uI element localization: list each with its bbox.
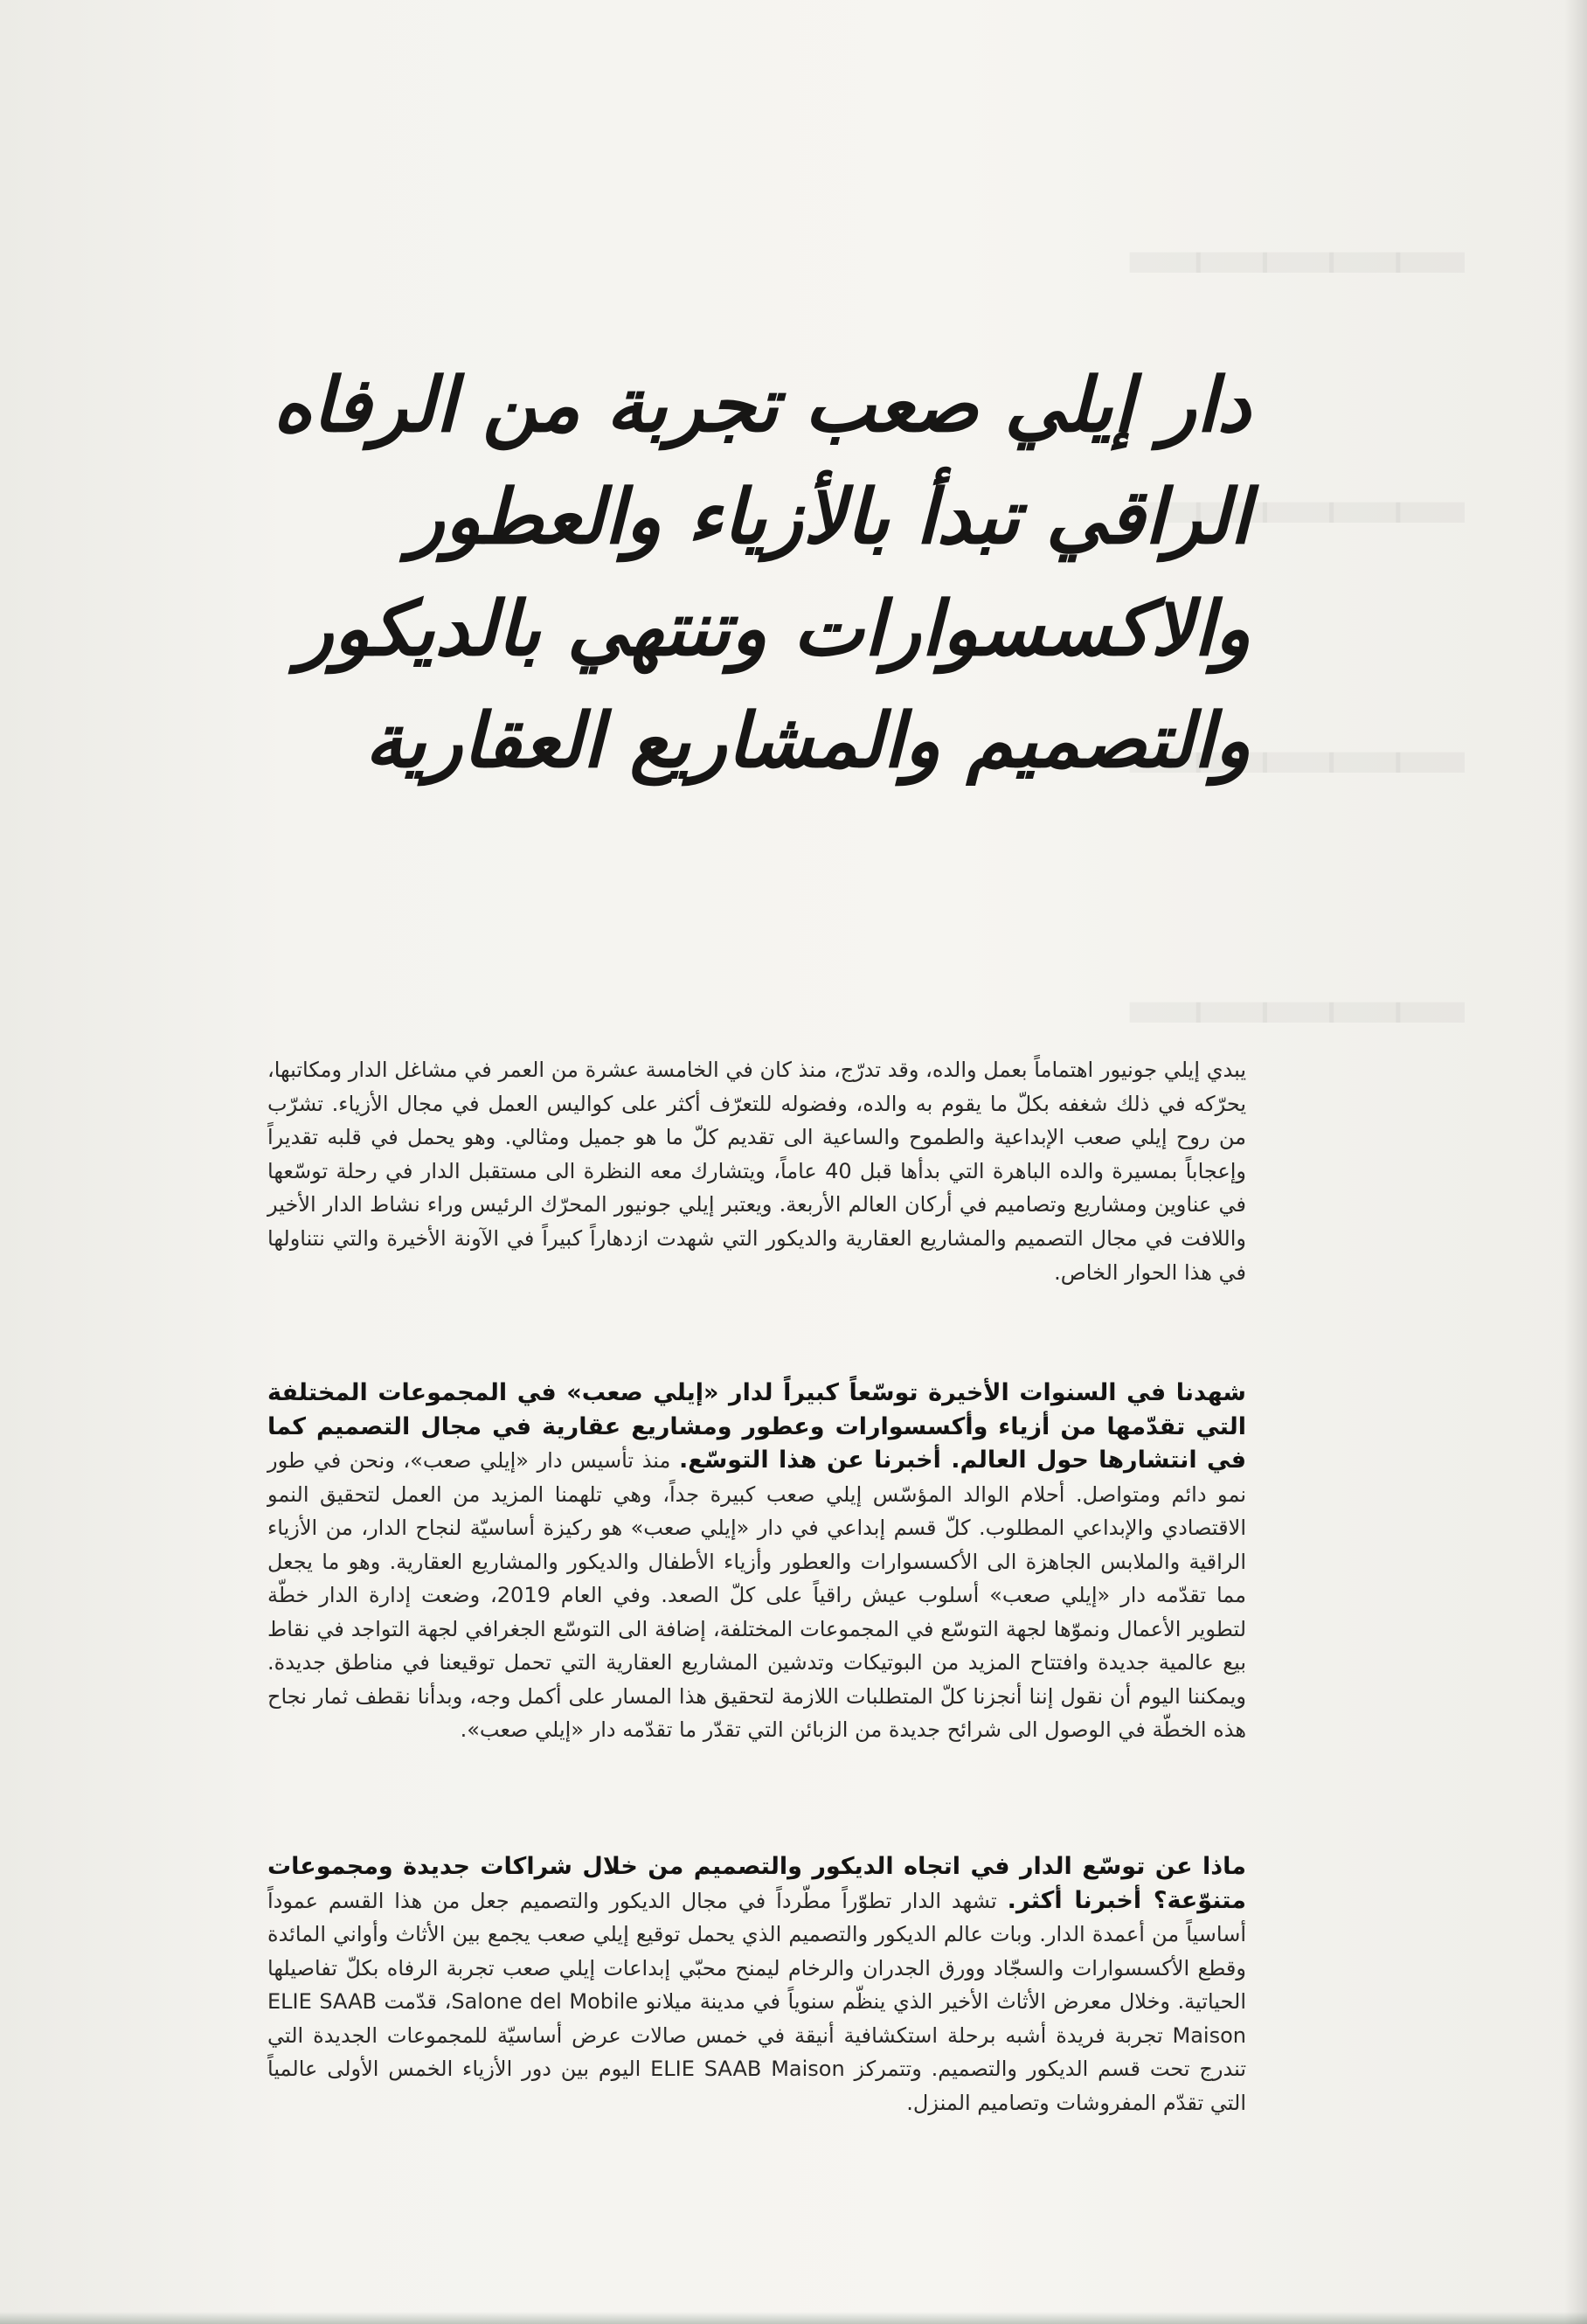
title-line: دار إيلي صعب تجربة من الرفاه: [273, 362, 1251, 449]
intro-paragraph: يبدي إيلي جونيور اهتماماً بعمل والده، وقد تدرّج، منذ كان في الخامسة عشرة من العمر في مشاغل الدار ومكاتبها، يحرّكه في ذلك شغفه بكلّ ما يقوم به والده، وفضوله للتعرّف أكثر على كواليس العمل في مجال الأزياء. تشرّب من روح إيلي صعب الإبداعية والطموح والساعية الى تقديم كلّ ما هو جميل ومثالي. وهو يحمل في قلبه تقديراً وإعجاباً بمسيرة والده الباهرة التي بدأها قبل 40 عاماً، ويتشارك معه النظرة الى مستقبل الدار في رحلة توسّعها في عناوين ومشاريع وتصاميم في أركان العالم الأربعة. ويعتبر إيلي جونيور المحرّك الرئيس وراء نشاط الدار الأخير واللافت في مجال التصميم والمشاريع العقارية والديكور التي شهدت ازدهاراً كبيراً في الآونة الأخيرة والتي نتناولها في هذا الحوار الخاص.: [267, 1058, 1246, 1285]
article-title: [254, 350, 1251, 797]
title-line: الراقي تبدأ بالأزياء والعطور: [408, 474, 1251, 561]
page-bottom-edge: [0, 2312, 1587, 2324]
interview-answer: منذ تأسيس دار «إيلي صعب»، ونحن في طور نمو دائم ومتواصل. أحلام الوالد المؤسّس إيلي صعب كبيرة جداً، وهي تلهمنا المزيد من العمل لتحقيق النمو الاقتصادي والإبداعي المطلوب. كلّ قسم إبداعي في دار «إيلي صعب» هو ركيزة أساسيّة لنجاح الدار، من الأزياء الراقية والملابس الجاهزة الى الأكسسوارات والعطور وأزياء الأطفال والديكور والمشاريع العقارية. وهو ما يجعل مما تقدّمه دار «إيلي صعب» أسلوب عيش راقياً على كلّ الصعد. وفي العام 2019، وضعت إدارة الدار خطّة لتطوير الأعمال ونموّها لجهة التوسّع في المجموعات المختلفة، إضافة الى التوسّع الجغرافي لجهة التواجد في نقاط بيع عالمية جديدة وافتتاح المزيد من البوتيكات وتدشين المشاريع العقارية التي تحمل توقيعنا في مناطق جديدة. ويمكننا اليوم أن نقول إننا أنجزنا كلّ المتطلبات اللازمة لتحقيق هذا المسار على أكمل وجه، وبدأنا نقطف ثمار نجاح هذه الخطّة في الوصول الى شرائح جديدة من الزبائن التي تقدّر ما تقدّمه دار «إيلي صعب».: [267, 1448, 1246, 1742]
interview-question: شهدنا في السنوات الأخيرة توسّعاً كبيراً لدار «إيلي صعب» في المجموعات المختلفة التي تقدّمها من أزياء وأكسسوارات وعطور ومشاريع عقارية في مجال التصميم كما في انتشارها حول العالم. أخبرنا عن هذا التوسّع.: [267, 1379, 1246, 1474]
section-paragraph: [267, 1850, 1246, 2119]
section-paragraph: [267, 1377, 1246, 1747]
interview-section-1: [267, 1377, 1246, 1747]
page-spine-shadow: [1564, 0, 1587, 2324]
interview-question: ماذا عن توسّع الدار في اتجاه الديكور والتصميم من خلال شراكات جديدة ومجموعات متنوّعة؟ أخبرنا أكثر.: [267, 1853, 1246, 1914]
title-line: والتصميم والمشاريع العقارية: [364, 697, 1251, 785]
interview-answer: تشهد الدار تطوّراً مطّرداً في مجال الديكور والتصميم جعل من هذا القسم عموداً أساسياً من أعمدة الدار. وبات عالم الديكور والتصميم الذي يحمل توقيع إيلي صعب يجمع بين الأثاث وأواني المائدة وقطع الأكسسوارات والسجّاد وورق الجدران والرخام ليمنح محبّي إبداعات إيلي صعب تجربة الرفاه بكلّ تفاصيلها الحياتية. وخلال معرض الأثاث الأخير الذي ينظّم سنوياً في مدينة ميلانو Salone del Mobile، قدّمت ELIE SAAB Maison تجربة فريدة أشبه برحلة استكشافية أنيقة في خمس صالات عرض أساسيّة للمجموعات الجديدة التي تندرج تحت قسم الديكور والتصميم. وتتمركز ELIE SAAB Maison اليوم بين دور الأزياء الخمس الأولى عالمياً التي تقدّم المفروشات وتصاميم المنزل.: [267, 1888, 1246, 2115]
interview-section-2: [267, 1850, 1246, 2119]
title-line: والاكسسوارات وتنتهي بالديكور: [297, 586, 1251, 673]
